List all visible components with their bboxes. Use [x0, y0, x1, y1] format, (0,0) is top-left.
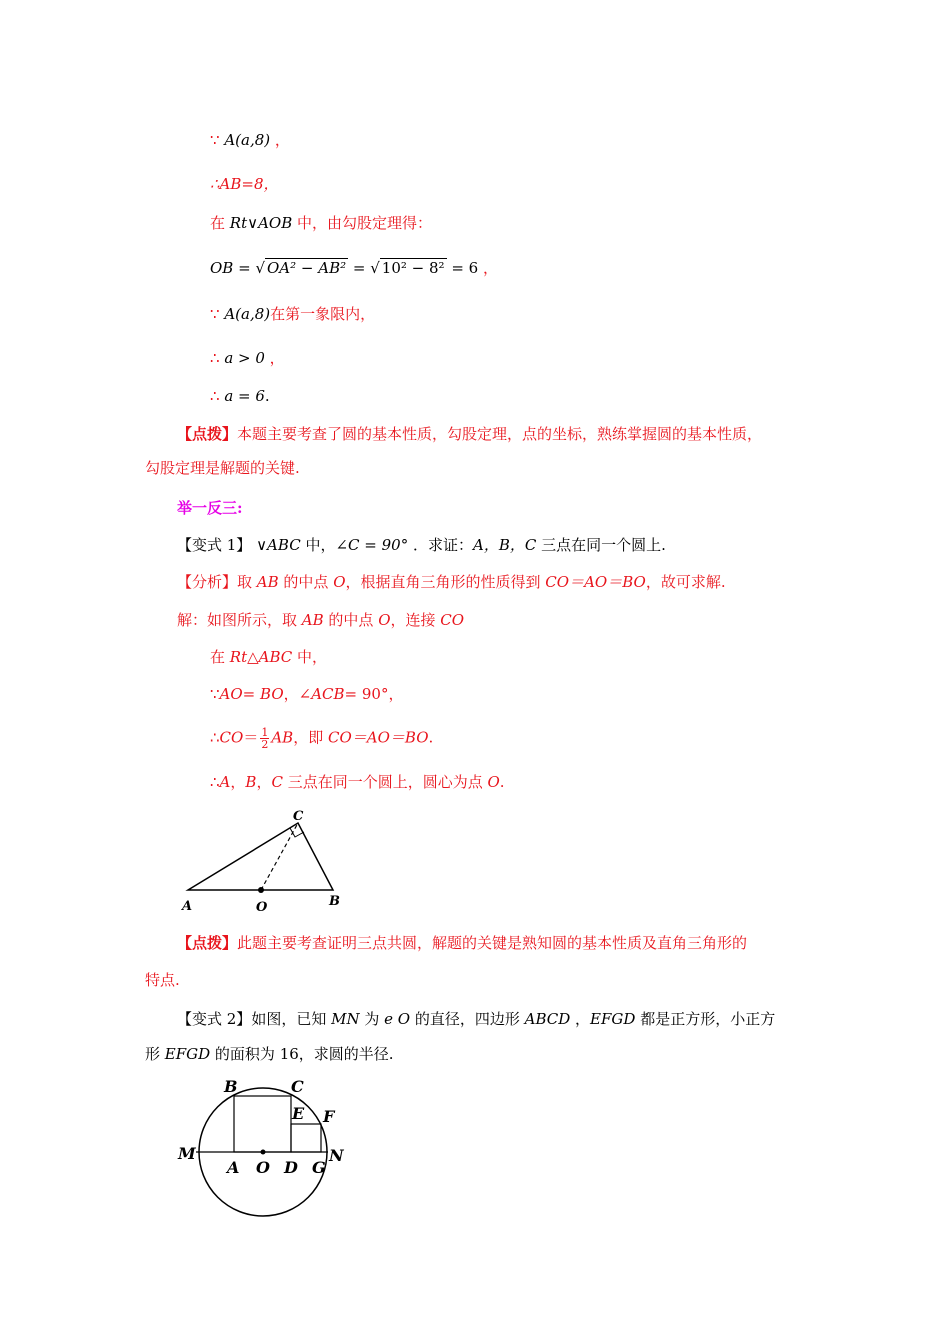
solution-line-3: [210, 213, 432, 233]
analysis-tag: 【分析】: [177, 573, 238, 591]
label-f: F: [323, 1107, 335, 1126]
label-o: O: [256, 900, 268, 915]
variant-2-line-2: [145, 1044, 394, 1064]
point-expression: A(a,8): [224, 131, 271, 149]
quad-efgd: EFGD: [164, 1045, 211, 1063]
label-n: N: [329, 1146, 344, 1165]
tip-2-line-1: [177, 933, 747, 953]
label-c: C: [293, 809, 304, 824]
analysis-line: [177, 572, 726, 592]
text: 如图，已知: [251, 1010, 332, 1028]
segment: CO: [440, 611, 465, 629]
center-point-o: [261, 1150, 266, 1155]
because-symbol: ∵: [210, 685, 220, 703]
variant-tag: 【变式 1】: [177, 536, 252, 554]
radicand-1: OA² − AB²: [267, 259, 347, 277]
triangle: ∨ABC: [251, 536, 301, 554]
text: ．求证：: [408, 536, 473, 554]
solution-line-7: [210, 386, 270, 406]
tip-text: 此题主要考查证明三点共圆，解题的关键是熟知圆的基本性质及直角三角形的: [237, 934, 748, 952]
segment: AB: [301, 611, 324, 629]
tip-tag: 【点拨】: [177, 934, 238, 952]
radicand-2: 10² − 8²: [381, 259, 445, 277]
equals: ＝: [243, 728, 259, 747]
text: 解：如图所示，取: [177, 611, 302, 629]
punct: .: [499, 773, 505, 791]
text: 中，: [292, 648, 328, 666]
solution-2-line-1: [177, 610, 464, 630]
triangle-expression: Rt∨AOB: [229, 214, 293, 232]
punct: ，: [270, 131, 290, 149]
text: 的中点: [323, 611, 379, 629]
equation: CO＝AO＝BO: [327, 728, 429, 747]
right-triangle-figure: [180, 800, 360, 915]
triangle-name: ABC: [258, 648, 293, 666]
therefore-symbol: ∴: [210, 387, 225, 405]
circle-squares-figure: [172, 1072, 362, 1242]
text: 为: [359, 1010, 385, 1028]
text: 都是正方形，小正方: [635, 1010, 776, 1028]
label-c: C: [291, 1077, 304, 1096]
equals: =: [348, 259, 371, 277]
angle: ∠C = 90°: [335, 536, 409, 554]
text: 在: [210, 214, 230, 232]
label-b: B: [224, 1077, 238, 1096]
solution-2-line-5: [210, 772, 505, 792]
punct: ，: [264, 349, 285, 367]
point: O: [487, 773, 500, 791]
variant-1-statement: [177, 535, 666, 555]
variant-2-line-1: [177, 1009, 775, 1029]
punct: .: [428, 728, 434, 747]
point: O: [378, 611, 391, 629]
inequality: a > 0: [224, 349, 265, 367]
variant-tag: 【变式 2】: [177, 1010, 252, 1028]
square-abcd: [234, 1096, 291, 1152]
section-title: 举一反三:: [177, 499, 243, 517]
point: B: [245, 773, 257, 791]
punct: ，: [230, 773, 246, 791]
tip-text: 本题主要考查了圆的基本性质，勾股定理，点的坐标，熟练掌握圆的基本性质，: [237, 425, 763, 443]
equation: AO= BO: [219, 685, 284, 703]
text: ，即: [293, 728, 328, 747]
label-m: M: [178, 1144, 196, 1163]
tip-1-line-1: [177, 424, 762, 444]
text: ，根据直角三角形的性质得到: [345, 573, 546, 591]
equation: a = 6: [224, 387, 265, 405]
point: A: [219, 773, 231, 791]
segment: CO: [219, 728, 244, 747]
point: O: [333, 573, 346, 591]
tip-2-line-2: 特点.: [145, 971, 180, 989]
text: ，连接: [390, 611, 441, 629]
text: 在第一象限内，: [270, 305, 376, 323]
text: ，故可求解.: [645, 573, 726, 591]
because-symbol: ∵: [210, 131, 225, 149]
solution-line-4: OB = √ OA² − AB² = √ 10² − 8² = 6 ，: [210, 259, 498, 277]
square-efgd: [291, 1124, 321, 1152]
label-e: E: [292, 1104, 305, 1123]
text: 的直径，四边形: [410, 1010, 525, 1028]
solution-line-1: [210, 130, 290, 150]
punct: ，: [283, 685, 299, 703]
label-g: G: [312, 1158, 326, 1177]
therefore-symbol: ∴: [210, 773, 220, 791]
text: 中，: [300, 536, 336, 554]
because-symbol: ∵: [210, 305, 225, 323]
numerator: 1: [261, 726, 269, 739]
triangle-shape: [188, 823, 333, 890]
segment: AB: [256, 573, 279, 591]
label-a: A: [182, 899, 193, 914]
tip-tag: 【点拨】: [177, 425, 238, 443]
solution-line-6: [210, 348, 285, 368]
text: 的面积为 16，求圆的半径.: [210, 1045, 394, 1063]
points: A，B，C: [472, 536, 537, 554]
tip-1-line-2: 勾股定理是解题的关键.: [145, 459, 300, 477]
solution-line-5: [210, 304, 375, 324]
fraction: [260, 727, 269, 750]
segment: MN: [331, 1010, 360, 1028]
text: = 90°，: [344, 685, 404, 703]
text: 中，由勾股定理得：: [292, 214, 433, 232]
text: 取: [237, 573, 257, 591]
text: 的中点: [278, 573, 334, 591]
quad-efgd: EFGD: [590, 1010, 636, 1028]
rt: Rt: [229, 648, 248, 666]
denominator: 2: [261, 738, 269, 751]
label-o: O: [256, 1158, 270, 1177]
result: = 6: [446, 259, 479, 277]
angle: ∠ACB: [298, 685, 345, 703]
center-point-o: [258, 887, 264, 893]
label-a: A: [227, 1158, 240, 1177]
solution-2-line-4: [210, 727, 433, 750]
solution-2-line-3: [210, 684, 403, 704]
text: 形: [145, 1045, 165, 1063]
equation: CO＝AO＝BO: [545, 573, 646, 591]
label-d: D: [284, 1158, 298, 1177]
point: C: [271, 773, 283, 791]
text: 三点在同一个圆上.: [536, 536, 666, 554]
punct: ，: [570, 1010, 591, 1028]
text: 在: [210, 648, 230, 666]
solution-line-2: ∴AB=8，: [210, 175, 279, 193]
therefore-symbol: ∴: [210, 728, 220, 747]
label-b: B: [329, 894, 340, 909]
quad-abcd: ABCD: [524, 1010, 571, 1028]
segment: AB: [271, 728, 294, 747]
text: 三点在同一个圆上，圆心为点: [282, 773, 488, 791]
solution-2-line-2: [210, 647, 327, 667]
punct: .: [264, 387, 270, 405]
triangle-symbol: △: [247, 648, 259, 666]
lhs: OB =: [210, 259, 256, 277]
point-expression: A(a,8): [224, 305, 271, 323]
punct: ，: [256, 773, 272, 791]
circle-symbol: e O: [384, 1010, 411, 1028]
punct: ，: [478, 259, 498, 277]
therefore-symbol: ∴: [210, 349, 225, 367]
